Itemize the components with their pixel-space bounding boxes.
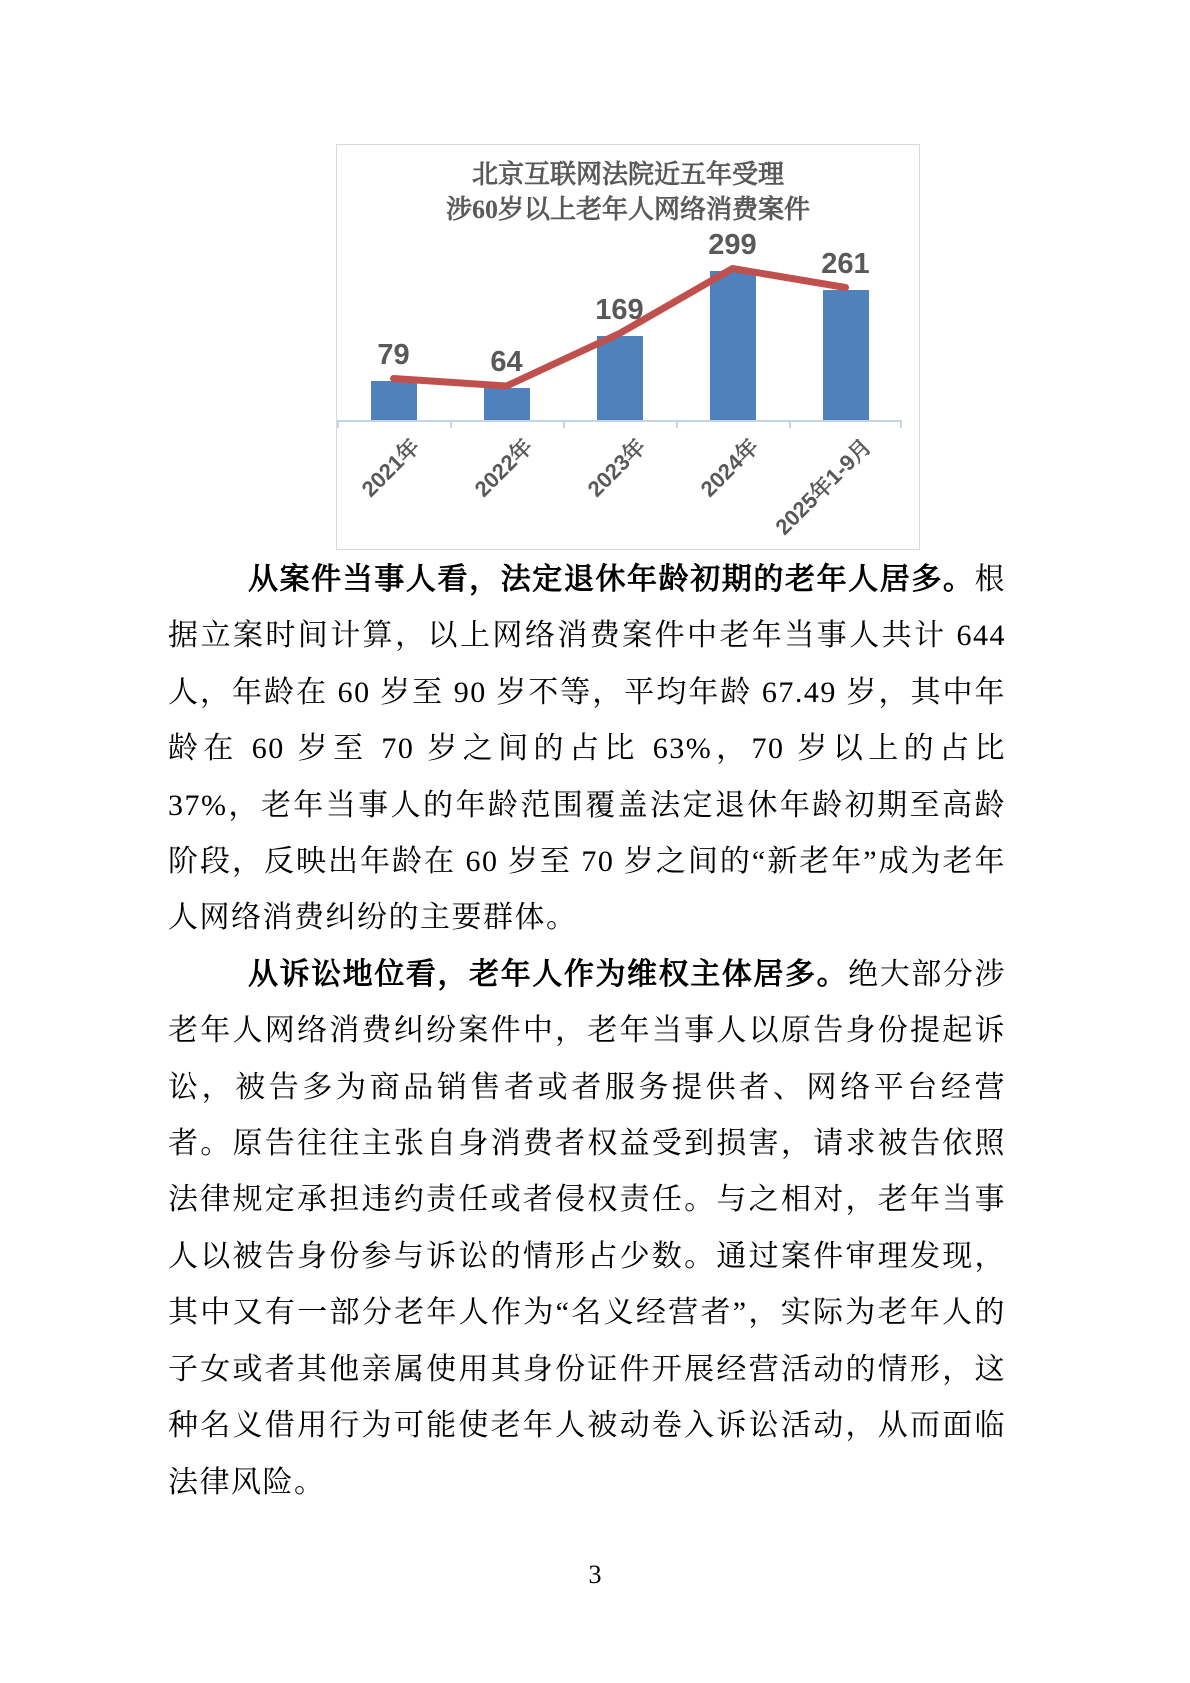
paragraph-1 [168,552,1006,947]
chart-title [337,157,919,227]
bar-chart [336,144,920,550]
paragraph-2-body: 绝大部分涉老年人网络消费纠纷案件中，老年当事人以原告身份提起诉讼，被告多为商品销售者或者服务提供者、网络平台经营者。原告往往主张自身消费者权益受到损害，请求被告依照法律规定承担违约责任或者侵权责任。与之相对，老年当事人以被告身份参与诉讼的情形占少数。通过案件审理发现，其中又有一部分老年人作为“名义经营者”，实际为老年人的子女或者其他亲属使用其身份证件开展经营活动的情形，这种名义借用行为可能使老年人被动卷入诉讼活动，从而面临法律风险。 [168,957,1007,1499]
bar-2022年 [484,388,530,420]
data-label-2024年: 299 [708,228,757,261]
bar-2025年1-9月 [823,290,869,421]
data-label-2022年: 64 [490,346,523,378]
paragraph-2-lead: 从诉讼地位看，老年人作为维权主体居多。 [248,957,849,991]
bar-2024年 [710,271,756,421]
paragraph-2 [168,947,1006,1511]
paragraph-1-body: 根据立案时间计算，以上网络消费案件中老年当事人共计 644 人，年龄在 60 岁至 90 岁不等，平均年龄 67.49 岁，其中年龄在 60 岁至 70 岁之间的占比 63%，70 岁以上的占比 37%，老年当事人的年龄范围覆盖法定退休年龄初期至高龄阶段，反映出年龄在 60 岁至 70 岁之间的“新老年”成为老年人网络消费纠纷的主要群体。 [168,563,1006,935]
chart-title-line1: 北京互联网法院近五年受理 [471,160,784,189]
paragraph-1-lead: 从案件当事人看，法定退休年龄初期的老年人居多。 [248,563,975,596]
x-axis-line [337,420,902,422]
bar-2021年 [371,381,417,421]
data-label-2025年1-9月: 261 [821,247,870,280]
data-label-2023年: 169 [595,293,644,326]
x-axis-label-2025年1-9月: 2025年1-9月 [770,433,877,540]
chart-title-line2: 涉60岁以上老年人网络消费案件 [445,195,810,224]
body-text [168,552,1006,1511]
x-axis-label-2024年: 2024年 [695,433,764,502]
x-axis-label-2021年: 2021年 [356,433,425,502]
x-axis-label-2023年: 2023年 [582,433,651,502]
data-label-2021年: 79 [377,338,410,371]
x-axis-label-2022年: 2022年 [469,433,538,502]
page-number: 3 [588,1560,602,1589]
bar-2023年 [597,336,643,421]
